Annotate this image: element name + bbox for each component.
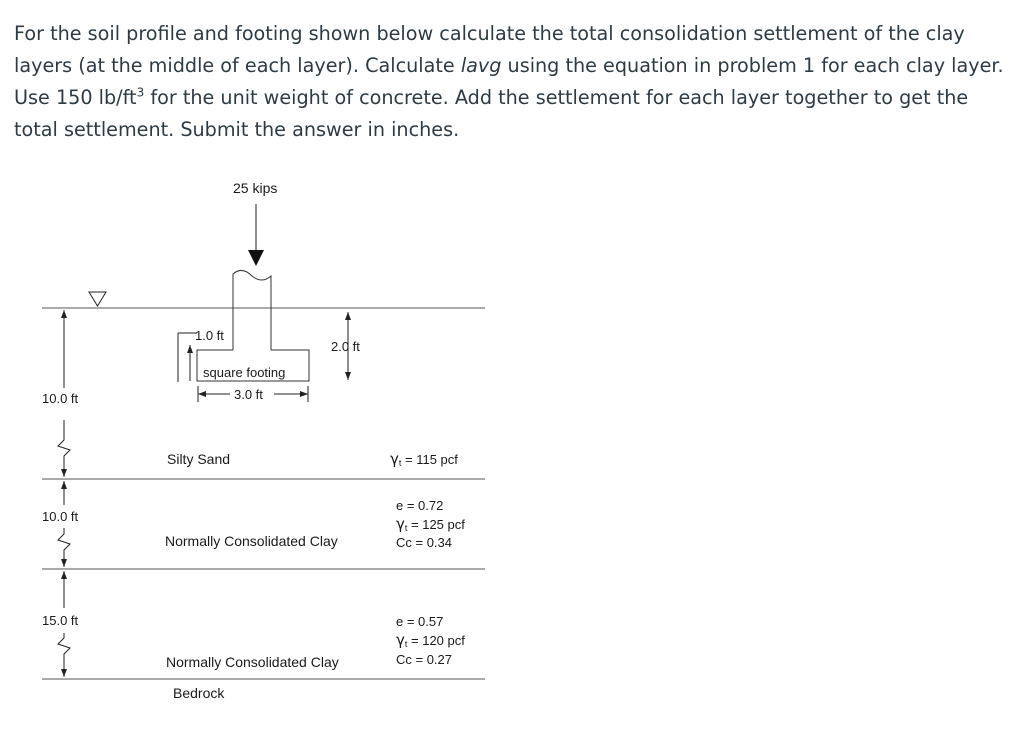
footing-type-label: square footing (203, 365, 286, 380)
layer2-gamma-subscript: t (404, 523, 408, 533)
layer3-gamma (396, 631, 465, 649)
layer1-thickness-label: 10.0 ft (42, 391, 79, 406)
layer1-gamma-value: = 115 pcf (401, 452, 458, 467)
bedrock-label: Bedrock (173, 685, 225, 701)
layer2-compression-index: Cc = 0.34 (396, 535, 453, 550)
footing-base-dim-label: 3.0 ft (234, 387, 263, 402)
water-table-icon (89, 292, 106, 306)
layer2-gamma (396, 515, 465, 533)
layer2-gamma-value: = 125 pcf (407, 517, 465, 532)
layer3-dim-arrow-top (61, 571, 67, 579)
layer1-dim-arrow-top (61, 310, 67, 318)
footing-depth-dim-label: 2.0 ft (331, 339, 360, 354)
layer3-gamma-symbol: γ (396, 631, 405, 649)
layer2-dim-arrow-top (61, 481, 67, 489)
layer1-dim-arrow-bottom (61, 469, 67, 477)
layer3-gamma-value: = 120 pcf (407, 633, 465, 648)
load-label: 25 kips (233, 180, 278, 196)
problem-italic-term: lavg (460, 54, 502, 77)
footing-depth-dim-arrow-bottom (345, 372, 351, 380)
layer2-thickness-label: 10.0 ft (42, 509, 79, 524)
problem-text-3: for the unit weight of concrete. Add the settlement for each layer together to get the total settlement. Submit the answer in inches. (14, 86, 969, 141)
problem-text-1: For the soil profile and footing shown below calculate the total consolidation settlement of the clay layers (at the middle of each layer). Calculate (14, 22, 965, 77)
footing-column (233, 270, 271, 350)
layer1-gamma-subscript: t (398, 458, 402, 468)
layer3-void-ratio: e = 0.57 (396, 614, 444, 629)
layer2-name: Normally Consolidated Clay (165, 533, 338, 549)
layer1-gamma (390, 450, 458, 468)
layer3-name: Normally Consolidated Clay (166, 654, 339, 670)
layer1-gamma-symbol: γ (390, 450, 399, 468)
footing-depth-dim-arrow-top (345, 312, 351, 320)
layer1-name: Silty Sand (167, 451, 231, 467)
layer3-dim-arrow-bottom (61, 669, 67, 677)
layer3-gamma-subscript: t (404, 639, 408, 649)
footing-thickness-dim-label: 1.0 ft (195, 328, 224, 343)
layer2-void-ratio: e = 0.72 (396, 498, 444, 513)
problem-text-2: using the equation in problem 1 for each clay layer. Use 150 lb/ft (14, 54, 1004, 109)
problem-superscript: 3 (136, 85, 145, 100)
load-arrowhead (248, 250, 264, 266)
layer2-dim-arrow-bottom (61, 559, 67, 567)
layer3-compression-index: Cc = 0.27 (396, 652, 453, 667)
layer2-gamma-symbol: γ (396, 515, 405, 533)
layer3-thickness-label: 15.0 ft (42, 613, 79, 628)
layer1-dim-break (58, 420, 70, 477)
